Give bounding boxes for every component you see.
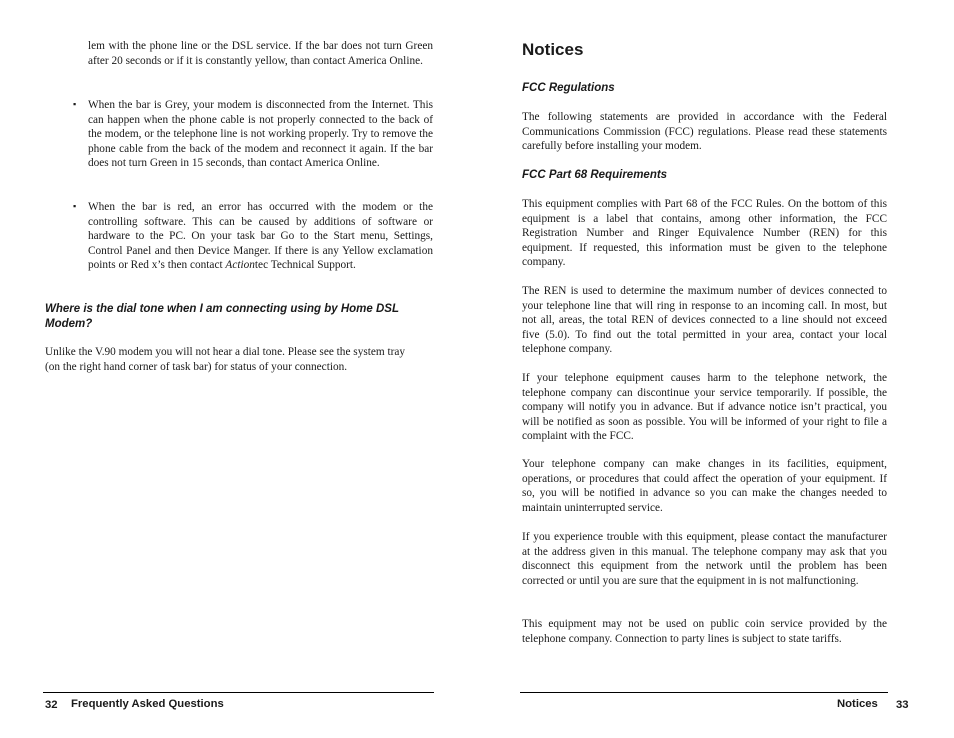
page-title: Notices xyxy=(522,40,584,59)
footer-section-title: Frequently Asked Questions xyxy=(71,698,224,710)
bullet-marker: ▪ xyxy=(73,99,77,109)
footer-rule xyxy=(43,692,434,693)
right-page xyxy=(477,0,954,738)
actiontec-italic-brand: Action xyxy=(225,259,255,272)
faq-question-heading: Where is the dial tone when I am connecting using by Home DSL Modem? xyxy=(45,303,399,330)
paragraph-coin-service: This equipment may not be used on public coin service provided by the telephone company. Connection to party lines is subject to state tariffs. xyxy=(522,618,887,645)
continued-paragraph: lem with the phone line or the DSL service. If the bar does not turn Green after 20 seconds or if it is constantly yellow, than contact America Online. xyxy=(88,40,433,67)
section-heading-fcc-regulations: FCC Regulations xyxy=(522,82,615,94)
footer-rule xyxy=(520,692,888,693)
paragraph-harm: If your telephone equipment causes harm to the telephone network, the telephone company can discontinue your service temporarily. If possible, the company will notify you in advance. But if advance notice isn’t practical, you will be notified as soon as possible. You will be informed of your right to file a complaint with the FCC. xyxy=(522,372,887,443)
paragraph-ren: The REN is used to determine the maximum number of devices connected to your telephone line that will ring in response to an incoming call. In most, but not all, areas, the total REN of devices connected to a line should not exceed five (5.0). To find out the total permitted in your area, contact your local telephone company. xyxy=(522,285,887,356)
paragraph-part68-label: This equipment complies with Part 68 of the FCC Rules. On the bottom of this equipment is a label that contains, among other information, the FCC Registration Number and Ringer Equivalence Number (REN) for this equipment. If requested, this information must be given to the telephone company. xyxy=(522,198,887,269)
paragraph-trouble: If you experience trouble with this equipment, please contact the manufacturer at the address given in this manual. The telephone company may ask that you disconnect this equipment from the network until the problem has been corrected or until you are sure that the equipment in is not malfunctioning. xyxy=(522,531,887,587)
bullet-item-red-bar: When the bar is red, an error has occurred with the modem or the controlling software. This can be caused by additions of software or hardware to the PC. On your task bar Go to the Start menu, Settings, Control Panel and then Device Manger. If there is any Yellow exclamation points or Red x’s then contact Actiontec Technical Support. xyxy=(88,201,433,272)
footer-section-title: Notices xyxy=(837,698,878,710)
bullet-item-grey-bar: When the bar is Grey, your modem is disconnected from the Internet. This can happen when the phone cable is not properly connected to the back of the modem, or the telephone line is not working properly. Try to remove the phone cable from the back of the modem and reconnect it again. If the bar does not turn Green in 15 seconds, than contact America Online. xyxy=(88,99,433,170)
bullet-marker: ▪ xyxy=(73,201,77,211)
faq-answer-paragraph: Unlike the V.90 modem you will not hear a dial tone. Please see the system tray (on the right hand corner of task bar) for status of your connection. xyxy=(45,346,406,373)
page-number: 32 xyxy=(45,699,58,711)
section-heading-fcc-part68: FCC Part 68 Requirements xyxy=(522,169,668,181)
page-number: 33 xyxy=(896,699,909,711)
paragraph-fcc-intro: The following statements are provided in accordance with the Federal Communications Commission (FCC) regulations. Please read these statements carefully before installing your modem. xyxy=(522,111,887,153)
paragraph-changes: Your telephone company can make changes in its facilities, equipment, operations, or procedures that could affect the operation of your equipment. If so, you will be notified in advance so you can make the changes needed to maintain uninterrupted service. xyxy=(522,458,887,514)
